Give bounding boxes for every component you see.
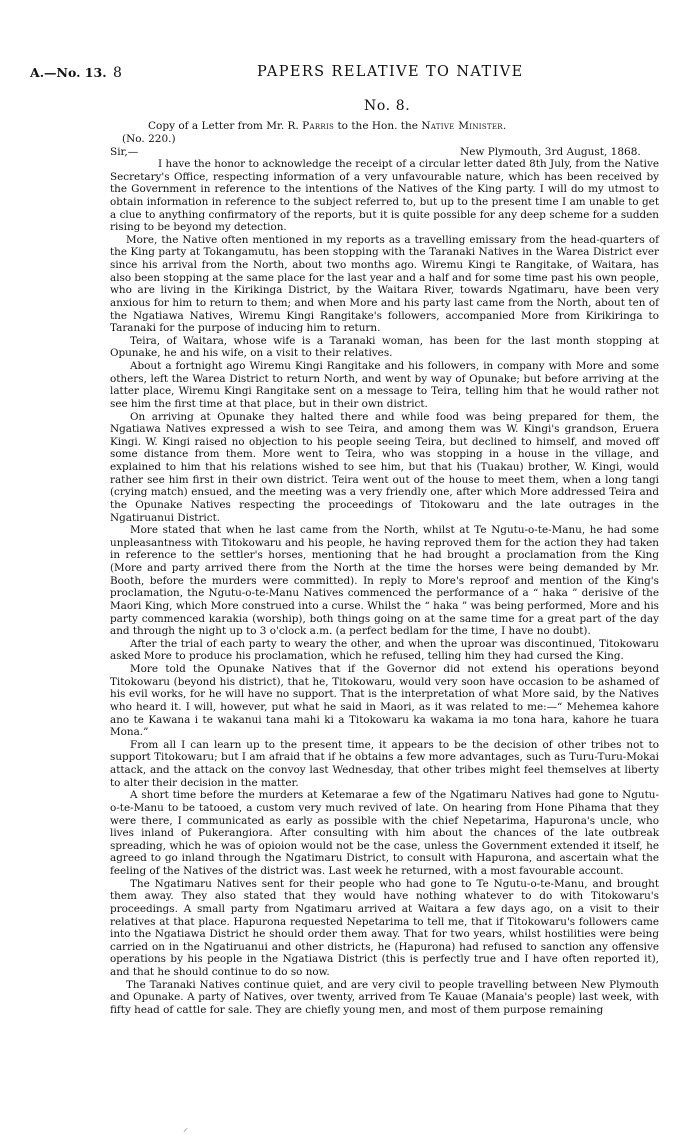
- caption-recipient: Native Minister.: [421, 120, 507, 132]
- paragraph: After the trial of each party to weary the other, and when the uproar was discontinued, Titokowaru asked More to produce his proclamation, which he refused, telling him they had cursed the King.: [110, 637, 659, 663]
- scan-mark: ⸝: [183, 1123, 188, 1134]
- paragraph: From all I can learn up to the present time, it appears to be the decision of other tribes not to support Titokowaru; but I am afraid that if he obtains a few more advantages, such as Turu-Turu-Mokai attack, and the attack on the convoy last Wednesday, that other tribes might feel themselves at liberty to alter their decision in the matter.: [110, 738, 659, 789]
- paragraph: More, the Native often mentioned in my reports as a travelling emissary from the head-quarters of the King party at Tokangamutu, has been stopping with the Taranaki Natives in the Warea District ever since his arrival from the North, about two months ago. Wiremu Kingi te Rangitake, of Waitara, has also been stopping at the same place for the last year and a half and for some time past his own people, who are living in the Kirikinga District, by the Waitara River, towards Ngatimaru, have been very anxious for him to return to them; and when More and his party last came from the North, about ten of the Ngatiawa Natives, Wiremu Kingi Rangitake's followers, accompanied More from Kirikiringa to Taranaki for the purpose of inducing him to return.: [110, 233, 659, 335]
- letter-body: [110, 158, 659, 1017]
- paragraph: Teira, of Waitara, whose wife is a Taranaki woman, has been for the last month stopping at Opunake, he and his wife, on a visit to their relatives.: [110, 334, 659, 360]
- running-title: PAPERS RELATIVE TO NATIVE: [257, 64, 524, 80]
- dateline: New Plymouth, 3rd August, 1868.: [460, 146, 641, 158]
- letter-caption: [148, 120, 507, 132]
- letter-reference: (No. 220.): [122, 133, 176, 145]
- caption-mid: to the Hon. the: [334, 120, 422, 132]
- paragraph: About a fortnight ago Wiremu Kingi Rangitake and his followers, in company with More and some others, left the Warea District to return North, and went by way of Opunake; but before arriving at the latter place, Wiremu Kingi Rangitake sent on a message to Teira, telling him that he would rather not see him the first time at that place, but in their own district.: [110, 360, 659, 410]
- caption-author: Parris: [302, 120, 335, 132]
- paragraph: On arriving at Opunake they halted there and while food was being prepared for them, the Ngatiawa Natives expressed a wish to see Teira, and among them was W. Kingi's grandson, Eruera Kingi. W. Kingi raised no objection to his people seeing Teira, but declined to himself, and moved off some distance from them. More went to Teira, who was stopping in a house in the village, and explained to him that his relations wished to see him, but that his (Tuakau) brother, W. Kingi, would rather see him first in their own district. Teira went out of the house to meet them, when a long tangi (crying match) ensued, and the meeting was a very friendly one, after which More addressed Teira and the Opunake Natives respecting the proceedings of Titokowaru and the late outrages in the Ngatiruanui District.: [110, 410, 659, 524]
- caption-prefix: Copy of a Letter from Mr. R.: [148, 120, 303, 132]
- page-header: [0, 65, 700, 83]
- paragraph: The Taranaki Natives continue quiet, and are very civil to people travelling between New Plymouth and Opunake. A party of Natives, over twenty, arrived from Te Kauae (Manaia's people) last week, with fifty head of cattle for sale. They are chiefly young men, and most of them purpose remaining: [110, 978, 659, 1016]
- document-reference: A.—No. 13.: [30, 65, 107, 80]
- page-number: 8: [113, 65, 122, 81]
- paragraph: I have the honor to acknowledge the receipt of a circular letter dated 8th July, from the Native Secretary's Office, respecting information of a very unfavourable nature, which has been received by the Government in reference to the intentions of the Natives of the King party. I will do my utmost to obtain information in reference to the subject referred to, but up to the present time I am unable to get a clue to anything confirmatory of the reports, but it is quite possible for any deep scheme for a sudden rising to be beyond my detection.: [110, 158, 659, 234]
- paragraph: More told the Opunake Natives that if the Governor did not extend his operations beyond Titokowaru (beyond his district), that he, Titokowaru, would very soon have occasion to be ashamed of his evil works, for he will have no support. That is the interpretation of what More said, by the Natives who heard it. I will, however, put what he said in Maori, as it was related to me:—“ Mehemea kahore ano te Kawana i te wakanui tana mahi ki a Titokowaru ka wakama ia mo tona hara, kahore he tuara Mona.”: [110, 663, 659, 739]
- paragraph: More stated that when he last came from the North, whilst at Te Ngutu-o-te-Manu, he had some unpleasantness with Titokowaru and his people, he having reproved them for the action they had taken in reference to the settler's horses, mentioning that he had brought a proclamation from the King (More and party arrived there from the North at the time the horses were being demanded by Mr. Booth, before the murders were committed). In reply to More's reproof and mention of the King's proclamation, the Ngutu-o-te-Manu Natives commenced the performance of a “ haka ” derisive of the Maori King, which More construed into a curse. Whilst the “ haka ” was being performed, More and his party commenced karakia (worship), both things going on at the same time for a great part of the day and through the night up to 3 o'clock a.m. (a perfect bedlam for the time, I have no doubt).: [110, 524, 659, 638]
- paragraph: The Ngatimaru Natives sent for their people who had gone to Te Ngutu-o-te-Manu, and brought them away. They also stated that they would have nothing whatever to do with Titokowaru's proceedings. A small party from Ngatimaru arrived at Waitara a few days ago, on a visit to their relatives at that place. Hapurona requested Nepetarima to tell me, that if Titokowaru's followers came into the Ngatiawa District he should order them away. That for two years, whilst hostilities were being carried on in the Ngatiruanui and other districts, he (Hapurona) had refused to sanction any offensive operations by his people in the Ngatiawa District (this is perfectly true and I have often reported it), and that he should continue to do so now.: [110, 877, 659, 978]
- letter-number: No. 8.: [364, 98, 411, 114]
- paragraph: A short time before the murders at Ketemarae a few of the Ngatimaru Natives had gone to Ngutu-o-te-Manu to be tatooed, a custom very much revived of late. On hearing from Hone Pihama that they were there, I communicated as early as possible with the chief Nepetarima, Hapurona's uncle, who lives inland of Pukerangiora. After consulting with him about the chances of the late outbreak spreading, which he was of opioion would not be the case, unless the Government extended it itself, he agreed to go inland through the Ngatimaru District, to consult with Hapurona, and ascertain what the feeling of the Natives of the district was. Last week he returned, with a most favourable account.: [110, 789, 659, 877]
- salutation: Sir,—: [110, 146, 139, 158]
